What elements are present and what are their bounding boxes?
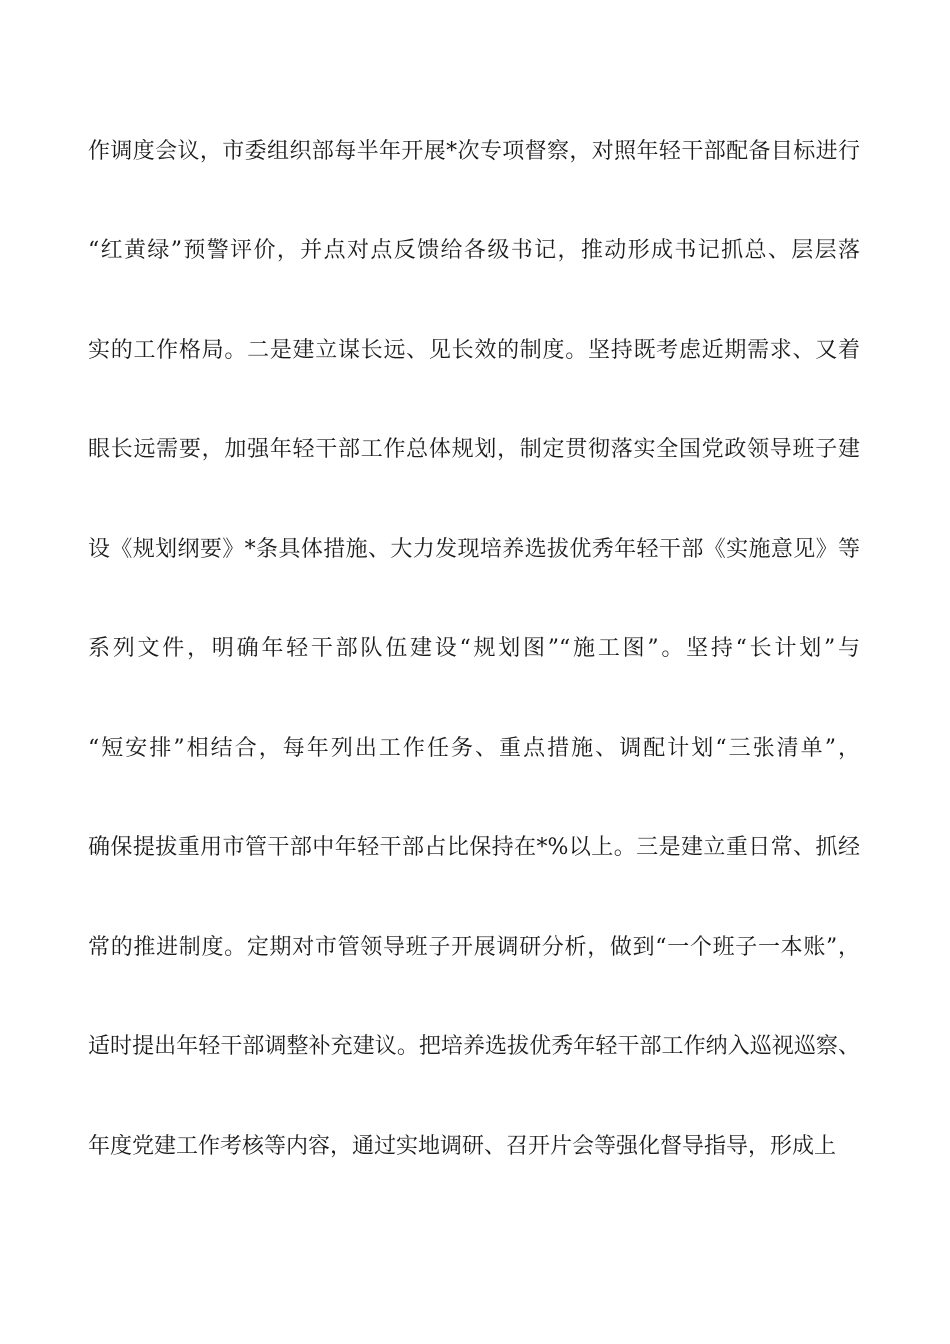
- body-text-line: 作调度会议，市委组织部每半年开展*次专项督察，对照年轻干部配备目标进行: [88, 139, 860, 164]
- body-text-line: 实的工作格局。二是建立谋长远、见长效的制度。坚持既考虑近期需求、又着: [88, 338, 860, 363]
- body-text-line: “短安排”相结合，每年列出工作任务、重点措施、调配计划“三张清单”，: [88, 736, 860, 761]
- body-text-line: 设《规划纲要》*条具体措施、大力发现培养选拔优秀年轻干部《实施意见》等: [88, 537, 860, 562]
- body-text-line: 适时提出年轻干部调整补充建议。把培养选拔优秀年轻干部工作纳入巡视巡察、: [88, 1034, 860, 1059]
- body-text-line: 确保提拔重用市管干部中年轻干部占比保持在*%以上。三是建立重日常、抓经: [88, 835, 860, 860]
- body-text-line: 常的推进制度。定期对市管领导班子开展调研分析，做到“一个班子一本账”，: [88, 935, 860, 960]
- body-text-line: 眼长远需要，加强年轻干部工作总体规划，制定贯彻落实全国党政领导班子建: [88, 437, 860, 462]
- body-text-line: “红黄绿”预警评价，并点对点反馈给各级书记，推动形成书记抓总、层层落: [88, 238, 860, 263]
- body-text-line: 年度党建工作考核等内容，通过实地调研、召开片会等强化督导指导，形成上: [88, 1134, 837, 1159]
- body-text-line: 系列文件，明确年轻干部队伍建设“规划图”“施工图”。坚持“长计划”与: [88, 636, 860, 661]
